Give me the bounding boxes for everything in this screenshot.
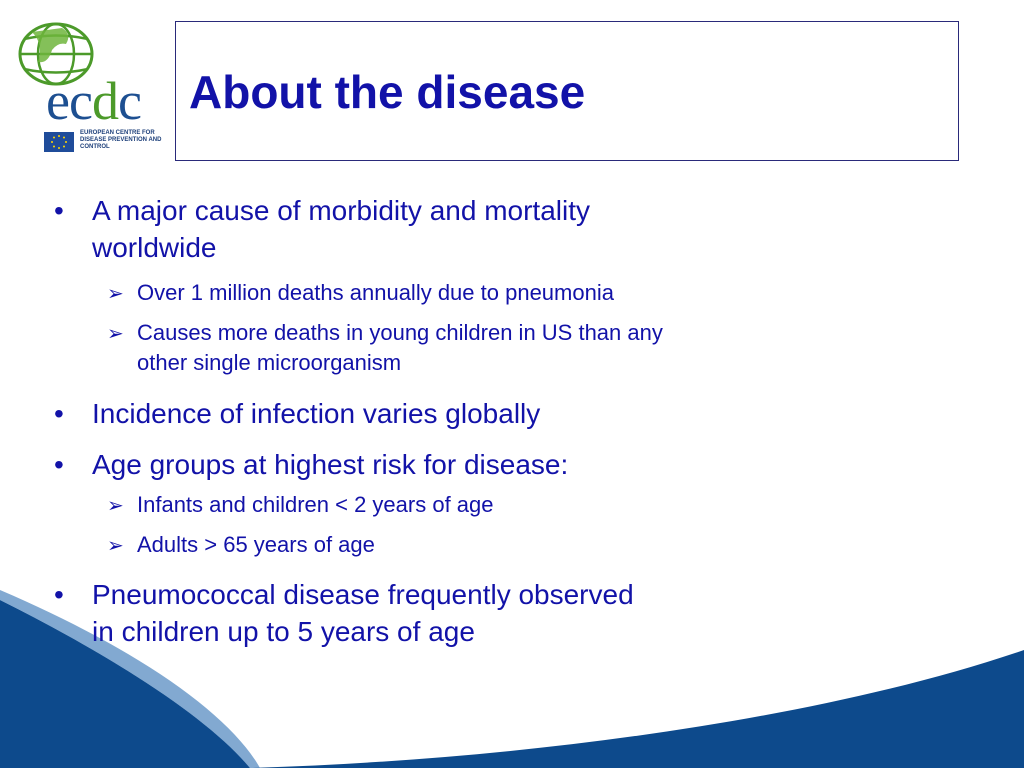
sub-bullet-text-line: Causes more deaths in young children in US than any xyxy=(137,320,663,345)
bullet-text-line: Age groups at highest risk for disease: xyxy=(92,449,569,480)
arrow-bullet-icon: ➢ xyxy=(107,533,124,557)
sub-bullet-text-line: other single microorganism xyxy=(137,350,402,375)
bullet-marker: • xyxy=(54,195,64,226)
sub-bullet-text-line: Adults > 65 years of age xyxy=(137,532,375,557)
bullet-text-line: Pneumococcal disease frequently observed xyxy=(92,579,634,610)
bullet-text-line: in children up to 5 years of age xyxy=(92,616,475,647)
arrow-bullet-icon: ➢ xyxy=(107,281,124,305)
sub-bullet-item xyxy=(107,318,663,378)
sub-bullet-text-line: Infants and children < 2 years of age xyxy=(137,492,494,517)
sub-bullet-text-line: Over 1 million deaths annually due to pneumonia xyxy=(137,280,614,305)
bullet-item xyxy=(54,576,634,650)
sub-bullet-item xyxy=(107,278,614,308)
logo-agency-name: EUROPEAN CENTRE FOR DISEASE PREVENTION AND CONTROL xyxy=(80,130,162,150)
bullet-item xyxy=(54,192,590,266)
sub-bullet-item xyxy=(107,530,375,560)
bullet-text-line: worldwide xyxy=(92,232,217,263)
bullet-marker: • xyxy=(54,398,64,429)
arrow-bullet-icon: ➢ xyxy=(107,321,124,345)
bullet-text-line: A major cause of morbidity and mortality xyxy=(92,195,590,226)
sub-bullet-item xyxy=(107,490,494,520)
logo-wordmark: ecdc xyxy=(46,71,141,131)
slide-title: About the disease xyxy=(189,66,586,118)
bullet-item xyxy=(54,446,569,483)
bullet-marker: • xyxy=(54,579,64,610)
bullet-marker: • xyxy=(54,449,64,480)
bullet-item xyxy=(54,395,541,432)
bullet-text-line: Incidence of infection varies globally xyxy=(92,398,541,429)
arrow-bullet-icon: ➢ xyxy=(107,493,124,517)
